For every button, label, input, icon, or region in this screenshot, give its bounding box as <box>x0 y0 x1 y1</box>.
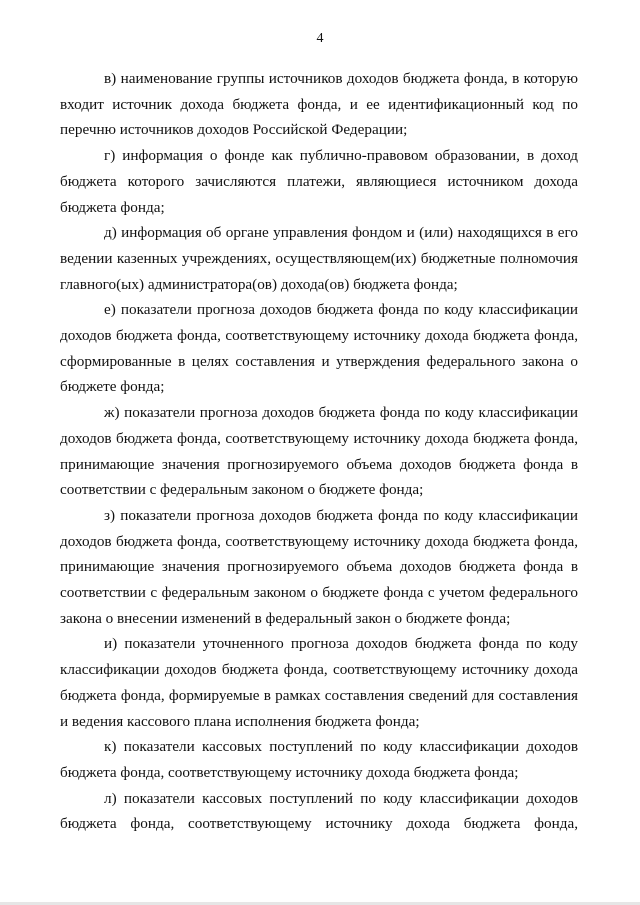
paragraph-zh: ж) показатели прогноза доходов бюджета фонда по коду классификации доходов бюджета фонда, соответствующему источнику дохода бюджета фонда, принимающие значения прогнозируемого объема доходов бюджета фонда в соответствии с федеральным законом о бюджете фонда; <box>60 404 578 499</box>
paragraph-d: д) информация об органе управления фондом и (или) находящихся в его ведении казенных учреждениях, осуществляющем(их) бюджетные полномочия главного(ых) администратора(ов) дохода(ов) бюджета фонда; <box>60 224 578 293</box>
document-body <box>60 66 578 837</box>
paragraph-v: в) наименование группы источников доходов бюджета фонда, в которую входит источник дохода бюджета фонда, и ее идентификационный код по перечню источников доходов Российской Федерации; <box>60 70 578 139</box>
paragraph-e: е) показатели прогноза доходов бюджета фонда по коду классификации доходов бюджета фонда, соответствующему источнику дохода бюджета фонда, сформированные в целях составления и утверждения федерального закона о бюджете фонда; <box>60 301 578 396</box>
paragraph-l: л) показатели кассовых поступлений по коду классификации доходов бюджета фонда, соответствующему источнику дохода бюджета фонда, <box>60 789 578 833</box>
paragraph-z: з) показатели прогноза доходов бюджета фонда по коду классификации доходов бюджета фонда, соответствующему источнику дохода бюджета фонда, принимающие значения прогнозируемого объема доходов бюджета фонда в соответствии с федеральным законом о бюджете фонда с учетом федерального закона о внесении изменений в федеральный закон о бюджете фонда; <box>60 506 578 627</box>
page-number: 4 <box>316 31 324 46</box>
paragraph-i: и) показатели уточненного прогноза доходов бюджета фонда по коду классификации доходов бюджета фонда, соответствующему источнику дохода бюджета фонда, формируемые в рамках составления сведений для составления и ведения кассового плана исполнения бюджета фонда; <box>60 635 578 730</box>
paragraph-k: к) показатели кассовых поступлений по коду классификации доходов бюджета фонда, соответствующему источнику дохода бюджета фонда; <box>60 738 578 781</box>
paragraph-g: г) информация о фонде как публично-правовом образовании, в доход бюджета которого зачисляются платежи, являющиеся источником дохода бюджета фонда; <box>60 147 578 216</box>
